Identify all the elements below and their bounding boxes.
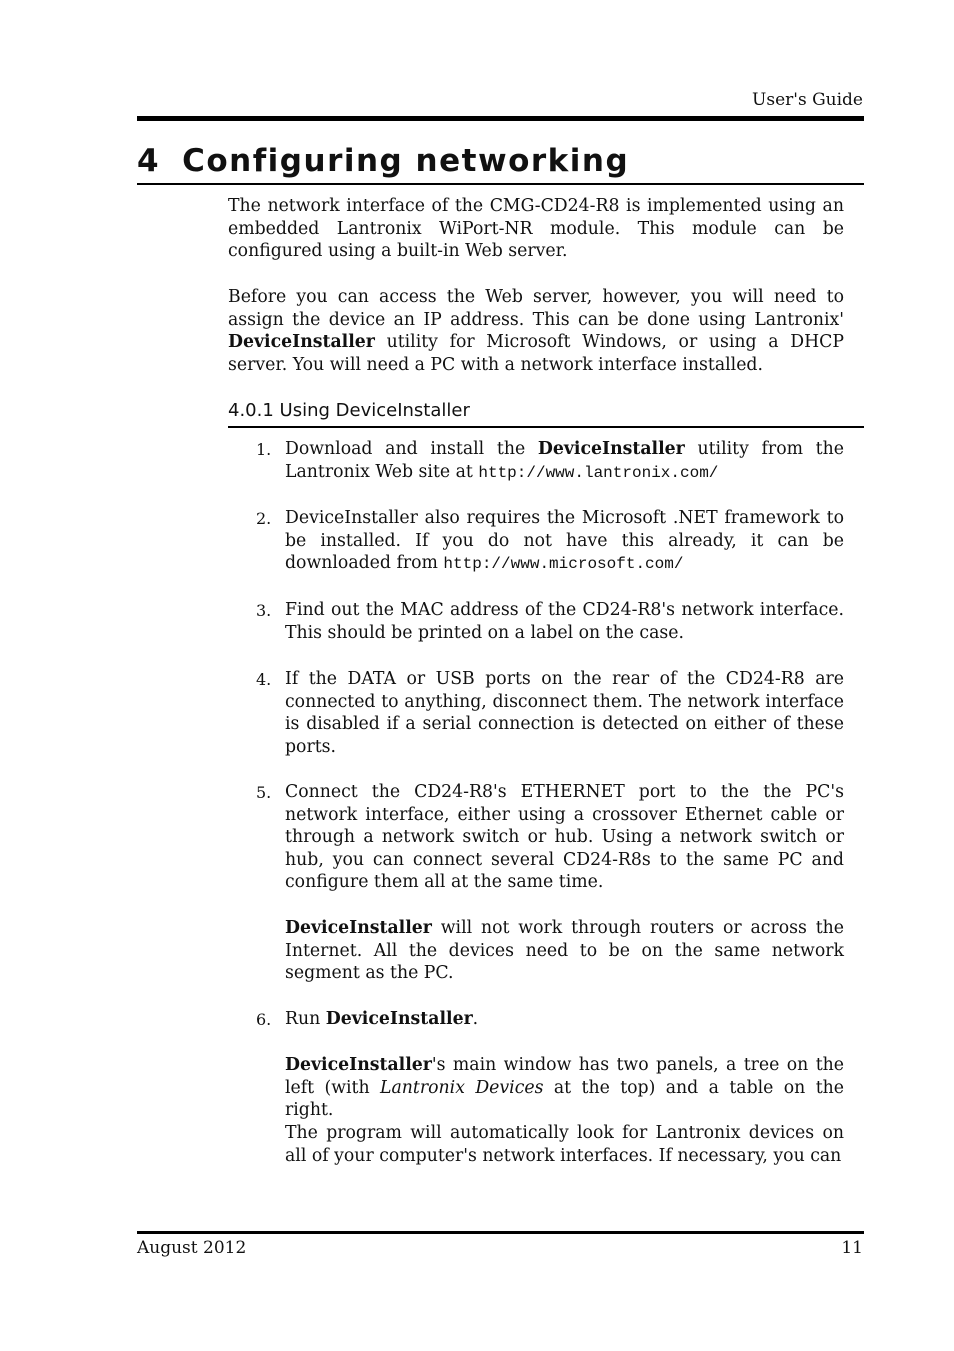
step-number: 3. xyxy=(256,601,272,620)
microsoft-url: http://www.microsoft.com/ xyxy=(443,555,684,574)
step-2 xyxy=(285,507,844,576)
step-italic-term: Lantronix Devices xyxy=(380,1077,544,1098)
running-header: User's Guide xyxy=(752,90,863,110)
step-4: If the DATA or USB ports on the rear of the CD24-R8 are connected to anything, disconnect them. The network interface is disabled if a serial connection is detected on either of these ports. xyxy=(285,669,844,757)
header-rule xyxy=(137,116,864,121)
step-text: will not work through routers or across the Internet. All the devices need to be on the same network segment as the PC. xyxy=(285,918,844,984)
step-product-name: DeviceInstaller xyxy=(537,439,685,459)
step-text: Run xyxy=(285,1009,321,1029)
step-number: 1. xyxy=(256,440,272,459)
step-text: Download and install the xyxy=(285,439,526,459)
step-product-name: DeviceInstaller xyxy=(285,918,432,938)
footer-rule xyxy=(137,1231,864,1234)
step-5-note xyxy=(285,917,844,985)
section-rule xyxy=(228,426,864,428)
step-6-detail xyxy=(285,1054,844,1122)
page-number: 11 xyxy=(841,1238,863,1258)
step-6 xyxy=(285,1008,844,1031)
step-text: at the top) and a table on the right. xyxy=(285,1077,844,1121)
step-6-detail-2: The program will automatically look for Lantronix devices on all of your computer's network interfaces. If necessary, you can xyxy=(285,1123,844,1166)
step-text: utility from the Lantronix Web site at xyxy=(285,439,844,482)
step-number: 6. xyxy=(256,1010,272,1029)
step-number: 2. xyxy=(256,509,272,528)
chapter-heading xyxy=(137,143,629,179)
intro-text: Before you can access the Web server, however, you will need to assign the device an IP address. This can be done using Lantronix' xyxy=(228,287,844,330)
lantronix-url: http://www.lantronix.com/ xyxy=(478,463,719,482)
intro-product-name: DeviceInstaller xyxy=(228,332,375,353)
step-product-name: DeviceInstaller xyxy=(325,1009,473,1029)
step-text: DeviceInstaller also requires the Microsoft .NET framework to be installed. If you do not have this already, it can be downloaded from xyxy=(285,508,844,574)
footer-date: August 2012 xyxy=(137,1238,247,1258)
step-text: 's main window has two panels, a tree on the left (with xyxy=(285,1055,844,1098)
step-1 xyxy=(285,438,844,484)
intro-paragraph-1: The network interface of the CMG-CD24-R8 is implemented using an embedded Lantronix WiPort-NR module. This module can be configured using a built-in Web server. xyxy=(228,196,844,262)
step-3: Find out the MAC address of the CD24-R8's network interface. This should be printed on a label on the case. xyxy=(285,600,844,643)
step-text: . xyxy=(472,1009,479,1029)
chapter-title: Configuring networking xyxy=(182,143,630,179)
intro-text-cont: utility for Microsoft Windows, or using a DHCP server. You will need a PC with a network interface installed. xyxy=(228,332,844,375)
section-number: 4.0.1 xyxy=(228,400,274,421)
step-number: 5. xyxy=(256,783,272,802)
step-5: Connect the CD24-R8's ETHERNET port to the the PC's network interface, either using a crossover Ethernet cable or through a network switch or hub. Using a network switch or hub, you can connect several CD24-R8s to the same PC and configure them all at the same time. xyxy=(285,782,844,893)
section-title: Using DeviceInstaller xyxy=(279,400,470,421)
chapter-rule xyxy=(137,183,864,185)
intro-paragraph-2 xyxy=(228,286,844,376)
step-product-name: DeviceInstaller xyxy=(285,1055,432,1075)
step-number: 4. xyxy=(256,670,272,689)
section-heading xyxy=(228,400,470,421)
chapter-number: 4 xyxy=(137,143,161,179)
